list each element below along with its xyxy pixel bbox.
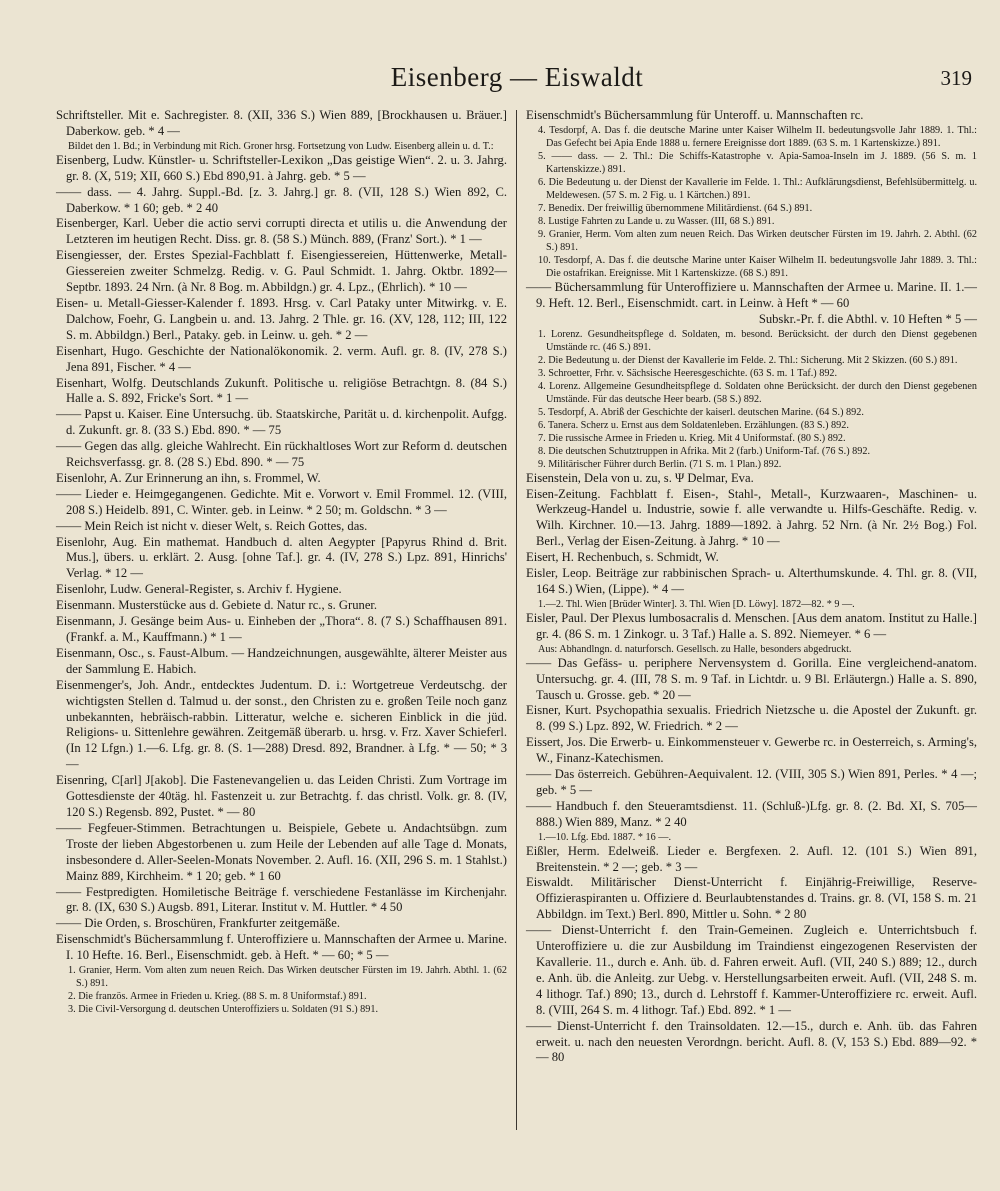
- entry-price-line: Subskr.-Pr. f. die Abthl. v. 10 Heften * 5 —: [758, 311, 977, 326]
- entry: —— Das Gefäss- u. periphere Nervensystem d. Gorilla. Eine vergleichend-anatom. Untersuchg. gr. 4. (III, 78 S. m. 9 Taf. in Lichtdr. u. 9 Bl. Erläutergn.) Halle a. S. 890, Tausch u. Grosse. geb. * 20 —: [526, 655, 977, 702]
- entry: Eisenberger, Karl. Ueber die actio servi corrupti directa et utilis u. die Anwendung der Letzteren im heutigen Recht. Diss. gr. 8. (58 S.) Münch. 889, (Franz' Sort.). * 1 —: [56, 216, 507, 247]
- entry-note: 10. Tesdorpf, A. Das f. die deutsche Marine unter Kaiser Wilhelm II. bedeutungsvolle Jahr 1889. 3. Thl.: Die ostafrikan. Ereignisse. Mit 1 Kartenskizze. (68 S.) 891.: [538, 254, 977, 279]
- entry: Schriftsteller. Mit e. Sachregister. 8. (XII, 336 S.) Wien 889, [Brockhausen u. Bräuer.] Daberkow. geb. * 4 —: [56, 108, 507, 138]
- entry: Eisenhart, Wolfg. Deutschlands Zukunft. Politische u. religiöse Betrachtgn. 8. (84 S.) Halle a. S. 892, Fricke's Sort. * 1 —: [56, 375, 507, 406]
- entry-note: 9. Militärischer Führer durch Berlin. (71 S. m. 1 Plan.) 892.: [538, 458, 782, 470]
- right-column: [526, 108, 977, 1130]
- entry: Eisenmann, Osc., s. Faust-Album. — Handzeichnungen, ausgewählte, älterer Meister aus der Sammlung E. Habich.: [56, 645, 507, 676]
- entry: Eisler, Paul. Der Plexus lumbosacralis d. Menschen. [Aus dem anatom. Institut zu Halle.] gr. 4. (86 S. m. 1 Zinkogr. u. 3 Taf.) Halle a. S. 892. Niemeyer. * 6 —: [526, 610, 977, 641]
- entry: —— Mein Reich ist nicht v. dieser Welt, s. Reich Gottes, das.: [56, 518, 368, 533]
- entry: Eisen- u. Metall-Giesser-Kalender f. 1893. Hrsg. v. Carl Pataky unter Mitwirkg. v. E. Dalchow, Foehr, G. Langbein u. and. 13. Jahrg. 2 Thle. gr. 16. (XV, 128, 112; III, 122 S. m. Abbildgn.) Berl., Pataky. geb. in Leinw. u. geh. * 2 —: [56, 295, 507, 342]
- entry-note: 2. Die Bedeutung u. der Dienst der Kavallerie im Felde. 2. Thl.: Sicherung. Mit 2 Skizzen. (60 S.) 891.: [538, 354, 958, 366]
- entry: Eisert, H. Rechenbuch, s. Schmidt, W.: [526, 550, 719, 565]
- entry: —— Dienst-Unterricht f. den Train-Gemeinen. Zugleich e. Unterrichtsbuch f. Unteroffiziere u. die zur Ausbildung im Traindienst eingezogenen Reservisten der Kavallerie. 11., durch e. Anh. üb. d. Fahren erweit. Aufl. (VII, 240 S.) 889; 12., durch e. Anh. üb. die Anleitg. zur Uebg. v. Herstellungsarbeiten erweit. Aufl. (VII, 248 S. m. 4 lithogr. Taf.) 890; 13., durch d. Lehrstoff f. Kammer-Unteroffiziere rc. erweit. Aufl. 8. (VIII, 264 S. m. 4 lithogr. Taf.) Ebd. 892. * 1 —: [526, 923, 977, 1017]
- column-divider: [516, 110, 517, 1130]
- entry-note: 2. Die französ. Armee in Frieden u. Krieg. (88 S. m. 8 Uniformstaf.) 891.: [68, 991, 367, 1003]
- entry: Eisler, Leop. Beiträge zur rabbinischen Sprach- u. Alterthumskunde. 4. Thl. gr. 8. (VII, 164 S.) Wien, (Lippe). * 4 —: [526, 566, 977, 596]
- entry: Eisen-Zeitung. Fachblatt f. Eisen-, Stahl-, Metall-, Kurzwaaren-, Maschinen- u. Werkzeug-Handel u. Industrie, sowie f. alle verwandte u. Hilfs-Geschäfte. Redig. v. Wilh. Kirchner. 10.—13. Jahrg. 1889—1892. à Jahrg. 52 Nrn. (à Nr. 2½ Bog.) Fol. Berl., Verlag der Eisen-Zeitung. à Jahrg. * 10 —: [526, 486, 977, 549]
- entry: Eisenschmidt's Büchersammlung für Unteroff. u. Mannschaften rc.: [526, 108, 864, 122]
- entry-note: 9. Granier, Herm. Vom alten zum neuen Reich. Das Wirken deutscher Fürsten im 19. Jahrh. 2. Abthl. (62 S.) 891.: [538, 228, 977, 253]
- entry-note: 8. Die deutschen Schutztruppen in Afrika. Mit 2 (farb.) Uniform-Taf. (76 S.) 892.: [538, 445, 870, 457]
- entry: Eissert, Jos. Die Erwerb- u. Einkommensteuer v. Gewerbe rc. in Oesterreich, s. Arming's, W., Finanz-Katechismen.: [526, 735, 977, 766]
- entry: Eisenstein, Dela von u. zu, s. Ψ Delmar, Eva.: [526, 470, 754, 485]
- entry: Eisenmann. Musterstücke aus d. Gebiete d. Natur rc., s. Gruner.: [56, 598, 378, 613]
- entry: —— dass. — 4. Jahrg. Suppl.-Bd. [z. 3. Jahrg.] gr. 8. (VII, 128 S.) Wien 892, C. Daberkow. * 1 60; geb. * 2 40: [56, 184, 507, 215]
- entry-note: 3. Schroetter, Frhr. v. Sächsische Heeresgeschichte. (63 S. m. 1 Taf.) 892.: [538, 367, 838, 379]
- entry: —— Lieder e. Heimgegangenen. Gedichte. Mit e. Vorwort v. Emil Frommel. 12. (VIII, 208 S.) Heidelb. 891, C. Winter. geb. in Leinw. * 2 50; m. Goldschn. * 3 —: [56, 486, 507, 517]
- entry: —— Gegen das allg. gleiche Wahlrecht. Ein rückhaltloses Wort zur Reform d. deutschen Reichsverfassg. gr. 8. (28 S.) Ebd. 890. * — 75: [56, 439, 507, 470]
- entry: —— Festpredigten. Homiletische Beiträge f. verschiedene Festanlässe im Kirchenjahr. gr. 8. (IX, 630 S.) Augsb. 891, Literar. Institut v. M. Huttler. * 4 50: [56, 884, 507, 915]
- entry: Eißler, Herm. Edelweiß. Lieder e. Bergfexen. 2. Aufl. 12. (101 S.) Wien 891, Breitenstein. * 2 —; geb. * 3 —: [526, 843, 977, 874]
- entry-note: 6. Die Bedeutung u. der Dienst der Kavallerie im Felde. 1. Thl.: Aufklärungsdienst, Befehlsübermittelg. u. Meldewesen. (57 S. m. 2 Fig. u. 1 Kärtchen.) 891.: [538, 176, 977, 201]
- entry: —— Fegfeuer-Stimmen. Betrachtungen u. Beispiele, Gebete u. Andachtsübgn. zum Troste der lieben Abgestorbenen u. zum Heile der Lebenden auf alle Tage d. Monats, insbesondere d. Aller-Seelen-Monats November. 2. Aufl. 16. (XII, 296 S. m. 1 Stahlst.) Mainz 889, Kirchheim. * 1 20; geb. * 1 60: [56, 820, 507, 883]
- entry: —— Die Orden, s. Broschüren, Frankfurter zeitgemäße.: [56, 916, 340, 931]
- entry: —— Handbuch f. den Steueramtsdienst. 11. (Schluß-)Lfg. gr. 8. (2. Bd. XI, S. 705—888.) Wien 889, Manz. * 2 40: [526, 798, 977, 829]
- left-column: [56, 108, 507, 1130]
- entry-note: 1. Lorenz. Gesundheitspflege d. Soldaten, m. besond. Berücksicht. der durch den Dienst gegebenen Umstände rc. (46 S.) 891.: [538, 328, 977, 353]
- entry: Eisenhart, Hugo. Geschichte der Nationalökonomik. 2. verm. Aufl. gr. 8. (IV, 278 S.) Jena 891, Fischer. * 4 —: [56, 343, 507, 374]
- entry-note: 1.—2. Thl. Wien [Brüder Winter]. 3. Thl. Wien [D. Löwy]. 1872—82. * 9 —.: [538, 598, 855, 610]
- entry: —— Papst u. Kaiser. Eine Untersuchg. üb. Staatskirche, Parität u. d. kirchenpolit. Aufgg. d. Zukunft. gr. 8. (33 S.) Ebd. 890. * — 75: [56, 407, 507, 438]
- entry-note: 5. Tesdorpf, A. Abriß der Geschichte der kaiserl. deutschen Marine. (64 S.) 892.: [538, 406, 864, 418]
- entry: —— Büchersammlung für Unteroffiziere u. Mannschaften der Armee u. Marine. II. 1.—9. Heft. 12. Berl., Eisenschmidt. cart. in Leinw. à Heft * — 60: [526, 279, 977, 310]
- entry: Eisengiesser, der. Erstes Spezial-Fachblatt f. Eisengiessereien, Hüttenwerke, Metall-Giessereien zweiter Schmelzg. Redig. v. G. Paul Schmidt. 1. Jahrg. Oktbr. 1892—Septbr. 1893. 24 Nrn. (à Nr. 8 Bog. m. Abbildgn.) gr. 4. Lpz., (Ehrlich). * 10 —: [56, 248, 507, 295]
- entry-note: 8. Lustige Fahrten zu Lande u. zu Wasser. (III, 68 S.) 891.: [538, 215, 775, 227]
- entry: Eisner, Kurt. Psychopathia sexualis. Friedrich Nietzsche u. die Apostel der Zukunft. gr. 8. (99 S.) Lpz. 892, W. Friedrich. * 2 —: [526, 703, 977, 734]
- entry-note: 1.—10. Lfg. Ebd. 1887. * 16 —.: [538, 831, 671, 843]
- entry-note: 6. Tanera. Scherz u. Ernst aus dem Soldatenleben. Erzählungen. (83 S.) 892.: [538, 419, 849, 431]
- entry: Eisenberg, Ludw. Künstler- u. Schriftsteller-Lexikon „Das geistige Wien“. 2. u. 3. Jahrg. gr. 8. (X, 519; XII, 660 S.) Ebd 890,91. à Jahrg. geb. * 5 —: [56, 152, 507, 183]
- entry-note: 3. Die Civil-Versorgung d. deutschen Unteroffiziers u. Soldaten (91 S.) 891.: [68, 1004, 379, 1016]
- entry: Eisenschmidt's Büchersammlung f. Unteroffiziere u. Mannschaften der Armee u. Marine. I. 10 Hefte. 16. Berl., Eisenschmidt. geb. à Heft. * — 60; * 5 —: [56, 932, 507, 963]
- entry: Eisenlohr, Ludw. General-Register, s. Archiv f. Hygiene.: [56, 582, 342, 597]
- entry-note: 7. Benedix. Der freiwillig übernommene Militärdienst. (64 S.) 891.: [538, 202, 813, 214]
- entry: Eisenmenger's, Joh. Andr., entdecktes Judentum. D. i.: Wortgetreue Verdeutschg. der wichtigsten Stellen d. Talmud u. der sonst., den Christen zu e. großen Teile noch ganz unbekannten, hebräisch-rabbin. Litteratur, welche e. sicheren Einblick in die jüd. Religions- u. Sittenlehre gewähren. Zeitgemäß überarb. u. hrsg. v. Frz. Xaver Schieferl. (In 12 Lfgn.) 1.—6. Lfg. gr. 8. (S. 1—288) Dresd. 892, Brandner. à Lfg. * — 50; * 3 —: [56, 677, 507, 772]
- entry: Eisenlohr, A. Zur Erinnerung an ihn, s. Frommel, W.: [56, 470, 321, 485]
- entry: Eiswaldt. Militärischer Dienst-Unterricht f. Einjährig-Freiwillige, Reserve-Offizieraspiranten u. Offiziere d. Beurlaubtenstandes d. Trains. gr. 8. (VI, 158 S. m. 21 Abbildgn. im Text.) Berl. 890, Mittler u. Sohn. * 2 80: [526, 875, 977, 922]
- two-column-body: [56, 108, 978, 1130]
- entry-note: 7. Die russische Armee in Frieden u. Krieg. Mit 4 Uniformstaf. (80 S.) 892.: [538, 432, 846, 444]
- entry: —— Dienst-Unterricht f. den Trainsoldaten. 12.—15., durch e. Anh. üb. das Fahren erweit. u. nach den neuesten Verordngn. bericht. Aufl. 8. (V, 153 S.) Ebd. 889—92. * — 80: [526, 1018, 977, 1065]
- entry-note: Bildet den 1. Bd.; in Verbindung mit Rich. Groner hrsg. Fortsetzung von Ludw. Eisenberg allein u. d. T.:: [68, 140, 494, 152]
- entry-note: 4. Tesdorpf, A. Das f. die deutsche Marine unter Kaiser Wilhelm II. bedeutungsvolle Jahr 1889. 1. Thl.: Das Gefecht bei Apia Ende 1888 u. fernere Ereignisse dort 1889. (63 S. m. 1 Kartenskizze.) 891.: [538, 124, 977, 149]
- entry: Eisenmann, J. Gesänge beim Aus- u. Einheben der „Thora“. 8. (7 S.) Schaffhausen 891. (Frankf. a. M., Kauffmann.) * 1 —: [56, 614, 507, 644]
- entry-note: 5. —— dass. — 2. Thl.: Die Schiffs-Katastrophe v. Apia-Samoa-Inseln im J. 1889. (56 S. m. 1 Kartenskizze.) 891.: [538, 150, 977, 175]
- running-title: Eisenberg — Eiswaldt: [390, 62, 644, 92]
- page-number: 319: [940, 66, 972, 90]
- entry: Eisenring, C[arl] J[akob]. Die Fastenevangelien u. das Leiden Christi. Zum Vortrage im Gottesdienste der 40täg. hl. Fastenzeit u. zur Betrachtg. f. das christl. Volk. gr. 8. (IV, 120 S.) Regensb. 892, Pustet. * — 80: [56, 773, 507, 819]
- entry-note: 1. Granier, Herm. Vom alten zum neuen Reich. Das Wirken deutscher Fürsten im 19. Jahrh. Abthl. 1. (62 S.) 891.: [68, 965, 507, 990]
- entry-note: 4. Lorenz. Allgemeine Gesundheitspflege d. Soldaten ohne Berücksicht. der durch den Dienst gegebenen Umstände. Für das deutsche Heer bearb. (58 S.) 892.: [538, 380, 977, 405]
- entry: Eisenlohr, Aug. Ein mathemat. Handbuch d. alten Aegypter [Papyrus Rhind d. Brit. Mus.], übers. u. erklärt. 2. Ausg. [ohne Taf.]. gr. 4. (IV, 278 S.) Lpz. 891, Hinrichs' Verlag. * 12 —: [56, 534, 507, 581]
- entry: —— Das österreich. Gebühren-Aequivalent. 12. (VIII, 305 S.) Wien 891, Perles. * 4 —; geb. * 5 —: [526, 767, 977, 797]
- entry-note: Aus: Abhandlngn. d. naturforsch. Gesellsch. zu Halle, besonders abgedruckt.: [538, 643, 852, 655]
- page-header: [56, 58, 978, 98]
